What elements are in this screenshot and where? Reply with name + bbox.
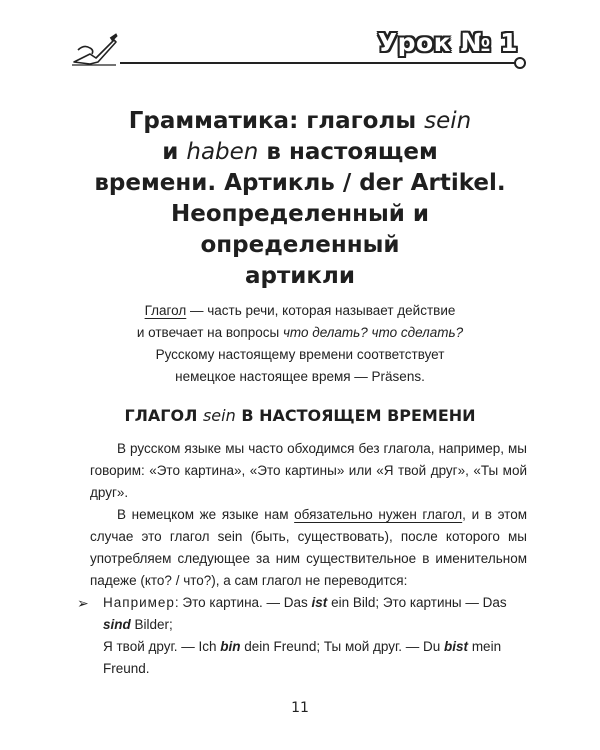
section-heading bbox=[80, 406, 520, 425]
heading-sein: sein bbox=[202, 406, 236, 425]
page-number: 11 bbox=[291, 700, 309, 716]
example-block: ➢ Например: Это картина. — Das ist ein Bild; Это картины — Das sind Bilder; Я твой друг. — Ich bin dein Freund; Ты мой друг. — Du bist mein Freund. bbox=[90, 592, 527, 680]
verb-ist: ist bbox=[311, 595, 328, 610]
definition-question-1: что делать? bbox=[282, 325, 368, 340]
body-text bbox=[77, 438, 528, 680]
definition-text-4: немецкое настоящее время — Präsens. bbox=[175, 369, 425, 384]
title-line-4: Неопределенный и определенный bbox=[170, 201, 430, 258]
definition-text-1: — часть речи, которая называет действие bbox=[186, 303, 456, 318]
title-line-1: Грамматика: глаголы bbox=[128, 108, 417, 134]
title-line-2a: и bbox=[162, 139, 179, 165]
heading-part-b: В НАСТОЯЩЕМ ВРЕМЕНИ bbox=[241, 406, 476, 425]
lesson-header bbox=[60, 28, 530, 72]
heading-part-a: ГЛАГОЛ bbox=[124, 406, 198, 425]
definition-question-2: что сделать? bbox=[371, 325, 464, 340]
title-word-sein: sein bbox=[424, 108, 472, 134]
header-rule bbox=[120, 62, 516, 64]
title-word-haben: haben bbox=[186, 139, 259, 165]
definition-term: Глагол bbox=[144, 303, 187, 318]
title-line-5: артикли bbox=[244, 263, 355, 289]
verb-sind: sind bbox=[103, 617, 131, 632]
page-title bbox=[70, 106, 530, 292]
verb-bin: bin bbox=[220, 639, 241, 654]
hand-writing-pen-icon bbox=[70, 32, 118, 68]
example-label: Например bbox=[103, 595, 175, 610]
paragraph-2: В немецком же языке нам обязательно нужен глагол, и в этом случае это глагол sein (быть, существовать), после которого мы употребляем следующее за ним существительное в именительном падеже (кто? / что?), а сам глагол не переводится: bbox=[90, 507, 528, 588]
header-rule-end-circle bbox=[514, 57, 526, 69]
underlined-phrase: обязательно нужен глагол bbox=[294, 507, 463, 522]
paragraph-1: В русском языке мы часто обходимся без глагола, например, мы говорим: «Это картина», «Это картины» или «Я твой друг», «Ты мой друг». bbox=[90, 441, 527, 500]
arrow-bullet-icon: ➢ bbox=[77, 595, 89, 611]
title-line-3: времени. Артикль / der Artikel. bbox=[94, 170, 506, 196]
verb-bist: bist bbox=[444, 639, 469, 654]
definition-text-2: и отвечает на вопросы bbox=[136, 325, 283, 340]
lesson-title: Урок № 1 bbox=[377, 28, 518, 57]
definition-box bbox=[90, 300, 510, 388]
definition-text-3: Русскому настоящему времени соответствует bbox=[155, 347, 445, 362]
title-line-2b: в настоящем bbox=[266, 139, 438, 165]
